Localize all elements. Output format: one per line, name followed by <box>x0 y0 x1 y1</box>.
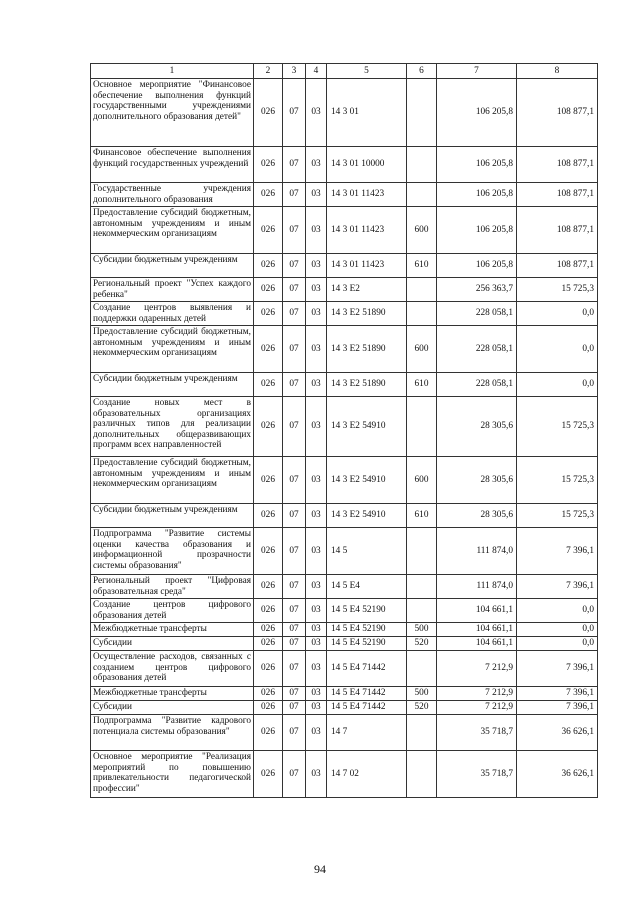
target-article-cell: 14 5 E4 71442 <box>327 687 407 701</box>
expense-type-cell <box>407 599 437 623</box>
amount-year1-cell: 28 305,6 <box>437 457 517 504</box>
subsection-code-cell: 03 <box>306 326 327 373</box>
table-row <box>91 278 598 302</box>
expense-type-cell <box>407 397 437 457</box>
subsection-code-cell: 03 <box>306 575 327 599</box>
row-name-cell: Государственные учреждения дополнительного образования <box>91 183 254 207</box>
row-name-cell: Региональный проект "Успех каждого ребенка" <box>91 278 254 302</box>
section-code-cell: 07 <box>283 207 306 254</box>
table-body <box>91 64 598 798</box>
row-name-cell: Основное мероприятие "Финансовое обеспечение выполнения функций государственными учреждениями дополнительного образования детей" <box>91 79 254 147</box>
header-cell: 1 <box>91 64 254 79</box>
ministry-code-cell: 026 <box>254 147 283 183</box>
section-code-cell: 07 <box>283 278 306 302</box>
expense-type-cell <box>407 751 437 798</box>
table-row <box>91 751 598 798</box>
header-cell: 7 <box>437 64 517 79</box>
section-code-cell: 07 <box>283 397 306 457</box>
table-row <box>91 397 598 457</box>
subsection-code-cell: 03 <box>306 599 327 623</box>
ministry-code-cell: 026 <box>254 504 283 528</box>
section-code-cell: 07 <box>283 183 306 207</box>
amount-year2-cell: 36 626,1 <box>517 751 598 798</box>
section-code-cell: 07 <box>283 254 306 278</box>
amount-year1-cell: 228 058,1 <box>437 373 517 397</box>
expense-type-cell <box>407 302 437 326</box>
table-row <box>91 147 598 183</box>
section-code-cell: 07 <box>283 373 306 397</box>
section-code-cell: 07 <box>283 751 306 798</box>
section-code-cell: 07 <box>283 701 306 715</box>
subsection-code-cell: 03 <box>306 183 327 207</box>
ministry-code-cell: 026 <box>254 278 283 302</box>
expense-type-cell <box>407 575 437 599</box>
expense-type-cell: 600 <box>407 326 437 373</box>
amount-year1-cell: 7 212,9 <box>437 687 517 701</box>
row-name-cell: Субсидии бюджетным учреждениям <box>91 504 254 528</box>
table-row <box>91 687 598 701</box>
table-row <box>91 373 598 397</box>
target-article-cell: 14 3 E2 54910 <box>327 397 407 457</box>
amount-year1-cell: 7 212,9 <box>437 651 517 687</box>
table-row <box>91 575 598 599</box>
header-cell: 4 <box>306 64 327 79</box>
table-row <box>91 457 598 504</box>
row-name-cell: Создание новых мест в образовательных организациях различных типов для реализации дополнительных общеразвивающих программ всех направленностей <box>91 397 254 457</box>
subsection-code-cell: 03 <box>306 623 327 637</box>
section-code-cell: 07 <box>283 599 306 623</box>
header-cell: 3 <box>283 64 306 79</box>
subsection-code-cell: 03 <box>306 528 327 575</box>
table-row <box>91 207 598 254</box>
subsection-code-cell: 03 <box>306 79 327 147</box>
amount-year1-cell: 104 661,1 <box>437 637 517 651</box>
ministry-code-cell: 026 <box>254 715 283 751</box>
target-article-cell: 14 5 E4 71442 <box>327 701 407 715</box>
amount-year2-cell: 7 396,1 <box>517 701 598 715</box>
expense-type-cell <box>407 528 437 575</box>
ministry-code-cell: 026 <box>254 373 283 397</box>
amount-year2-cell: 108 877,1 <box>517 207 598 254</box>
ministry-code-cell: 026 <box>254 397 283 457</box>
section-code-cell: 07 <box>283 575 306 599</box>
section-code-cell: 07 <box>283 623 306 637</box>
table-row <box>91 302 598 326</box>
subsection-code-cell: 03 <box>306 373 327 397</box>
target-article-cell: 14 3 E2 51890 <box>327 373 407 397</box>
section-code-cell: 07 <box>283 637 306 651</box>
amount-year1-cell: 106 205,8 <box>437 147 517 183</box>
ministry-code-cell: 026 <box>254 651 283 687</box>
amount-year1-cell: 256 363,7 <box>437 278 517 302</box>
expense-type-cell: 600 <box>407 207 437 254</box>
target-article-cell: 14 3 E2 54910 <box>327 504 407 528</box>
ministry-code-cell: 026 <box>254 457 283 504</box>
section-code-cell: 07 <box>283 715 306 751</box>
page-number: 94 <box>314 862 326 876</box>
section-code-cell: 07 <box>283 147 306 183</box>
subsection-code-cell: 03 <box>306 147 327 183</box>
table-row <box>91 701 598 715</box>
amount-year2-cell: 108 877,1 <box>517 254 598 278</box>
amount-year2-cell: 15 725,3 <box>517 504 598 528</box>
target-article-cell: 14 5 E4 52190 <box>327 599 407 623</box>
expense-type-cell: 500 <box>407 687 437 701</box>
section-code-cell: 07 <box>283 687 306 701</box>
expense-type-cell: 610 <box>407 504 437 528</box>
ministry-code-cell: 026 <box>254 528 283 575</box>
row-name-cell: Субсидии <box>91 637 254 651</box>
row-name-cell: Создание центров выявления и поддержки одаренных детей <box>91 302 254 326</box>
amount-year2-cell: 0,0 <box>517 637 598 651</box>
row-name-cell: Межбюджетные трансферты <box>91 687 254 701</box>
expense-type-cell <box>407 278 437 302</box>
target-article-cell: 14 3 E2 54910 <box>327 457 407 504</box>
ministry-code-cell: 026 <box>254 326 283 373</box>
ministry-code-cell: 026 <box>254 637 283 651</box>
target-article-cell: 14 3 E2 <box>327 278 407 302</box>
section-code-cell: 07 <box>283 528 306 575</box>
subsection-code-cell: 03 <box>306 207 327 254</box>
expense-type-cell <box>407 715 437 751</box>
target-article-cell: 14 3 E2 51890 <box>327 326 407 373</box>
target-article-cell: 14 3 E2 51890 <box>327 302 407 326</box>
row-name-cell: Создание центров цифрового образования детей <box>91 599 254 623</box>
amount-year2-cell: 7 396,1 <box>517 651 598 687</box>
amount-year1-cell: 106 205,8 <box>437 254 517 278</box>
row-name-cell: Осуществление расходов, связанных с созданием центров цифрового образования детей <box>91 651 254 687</box>
target-article-cell: 14 5 <box>327 528 407 575</box>
expense-type-cell <box>407 147 437 183</box>
amount-year1-cell: 111 874,0 <box>437 575 517 599</box>
amount-year2-cell: 0,0 <box>517 599 598 623</box>
expense-type-cell <box>407 651 437 687</box>
target-article-cell: 14 3 01 10000 <box>327 147 407 183</box>
header-cell: 2 <box>254 64 283 79</box>
row-name-cell: Подпрограмма "Развитие кадрового потенциала системы образования" <box>91 715 254 751</box>
subsection-code-cell: 03 <box>306 504 327 528</box>
section-code-cell: 07 <box>283 651 306 687</box>
row-name-cell: Основное мероприятие "Реализация мероприятий по повышению привлекательности педагогической профессии" <box>91 751 254 798</box>
row-name-cell: Региональный проект "Цифровая образовательная среда" <box>91 575 254 599</box>
amount-year1-cell: 28 305,6 <box>437 397 517 457</box>
expense-type-cell: 520 <box>407 701 437 715</box>
amount-year1-cell: 106 205,8 <box>437 207 517 254</box>
subsection-code-cell: 03 <box>306 651 327 687</box>
expense-type-cell: 600 <box>407 457 437 504</box>
table-row <box>91 599 598 623</box>
table-row <box>91 254 598 278</box>
row-name-cell: Подпрограмма "Развитие системы оценки качества образования и информационной прозрачности системы образования" <box>91 528 254 575</box>
amount-year2-cell: 15 725,3 <box>517 397 598 457</box>
amount-year1-cell: 104 661,1 <box>437 623 517 637</box>
amount-year1-cell: 28 305,6 <box>437 504 517 528</box>
ministry-code-cell: 026 <box>254 751 283 798</box>
amount-year1-cell: 35 718,7 <box>437 751 517 798</box>
target-article-cell: 14 5 E4 <box>327 575 407 599</box>
ministry-code-cell: 026 <box>254 79 283 147</box>
amount-year2-cell: 15 725,3 <box>517 457 598 504</box>
expense-type-cell: 610 <box>407 373 437 397</box>
subsection-code-cell: 03 <box>306 715 327 751</box>
amount-year2-cell: 36 626,1 <box>517 715 598 751</box>
section-code-cell: 07 <box>283 457 306 504</box>
row-name-cell: Финансовое обеспечение выполнения функций государственных учреждений <box>91 147 254 183</box>
ministry-code-cell: 026 <box>254 599 283 623</box>
target-article-cell: 14 3 01 11423 <box>327 254 407 278</box>
amount-year1-cell: 7 212,9 <box>437 701 517 715</box>
header-cell: 5 <box>327 64 407 79</box>
amount-year2-cell: 0,0 <box>517 302 598 326</box>
subsection-code-cell: 03 <box>306 302 327 326</box>
ministry-code-cell: 026 <box>254 254 283 278</box>
row-name-cell: Субсидии бюджетным учреждениям <box>91 373 254 397</box>
subsection-code-cell: 03 <box>306 397 327 457</box>
ministry-code-cell: 026 <box>254 701 283 715</box>
amount-year2-cell: 7 396,1 <box>517 575 598 599</box>
expense-type-cell: 610 <box>407 254 437 278</box>
subsection-code-cell: 03 <box>306 254 327 278</box>
ministry-code-cell: 026 <box>254 302 283 326</box>
row-name-cell: Предоставление субсидий бюджетным, автономным учреждениям и иным некоммерческим организациям <box>91 457 254 504</box>
target-article-cell: 14 3 01 <box>327 79 407 147</box>
amount-year2-cell: 15 725,3 <box>517 278 598 302</box>
amount-year2-cell: 108 877,1 <box>517 183 598 207</box>
amount-year2-cell: 108 877,1 <box>517 147 598 183</box>
table-row <box>91 504 598 528</box>
table-row <box>91 651 598 687</box>
expense-type-cell: 500 <box>407 623 437 637</box>
table-row <box>91 715 598 751</box>
target-article-cell: 14 7 02 <box>327 751 407 798</box>
amount-year2-cell: 0,0 <box>517 623 598 637</box>
amount-year1-cell: 106 205,8 <box>437 79 517 147</box>
expense-type-cell: 520 <box>407 637 437 651</box>
table-row <box>91 326 598 373</box>
subsection-code-cell: 03 <box>306 687 327 701</box>
target-article-cell: 14 3 01 11423 <box>327 183 407 207</box>
amount-year1-cell: 35 718,7 <box>437 715 517 751</box>
table-row <box>91 79 598 147</box>
target-article-cell: 14 3 01 11423 <box>327 207 407 254</box>
subsection-code-cell: 03 <box>306 751 327 798</box>
amount-year2-cell: 7 396,1 <box>517 687 598 701</box>
table-row <box>91 623 598 637</box>
row-name-cell: Межбюджетные трансферты <box>91 623 254 637</box>
subsection-code-cell: 03 <box>306 278 327 302</box>
section-code-cell: 07 <box>283 79 306 147</box>
amount-year1-cell: 104 661,1 <box>437 599 517 623</box>
ministry-code-cell: 026 <box>254 687 283 701</box>
row-name-cell: Предоставление субсидий бюджетным, автономным учреждениям и иным некоммерческим организациям <box>91 207 254 254</box>
row-name-cell: Предоставление субсидий бюджетным, автономным учреждениям и иным некоммерческим организациям <box>91 326 254 373</box>
amount-year2-cell: 108 877,1 <box>517 79 598 147</box>
row-name-cell: Субсидии бюджетным учреждениям <box>91 254 254 278</box>
section-code-cell: 07 <box>283 302 306 326</box>
target-article-cell: 14 5 E4 52190 <box>327 623 407 637</box>
subsection-code-cell: 03 <box>306 457 327 504</box>
budget-table <box>90 63 598 798</box>
table-row <box>91 528 598 575</box>
subsection-code-cell: 03 <box>306 637 327 651</box>
amount-year2-cell: 0,0 <box>517 373 598 397</box>
row-name-cell: Субсидии <box>91 701 254 715</box>
table-row <box>91 183 598 207</box>
amount-year1-cell: 228 058,1 <box>437 302 517 326</box>
target-article-cell: 14 5 E4 52190 <box>327 637 407 651</box>
ministry-code-cell: 026 <box>254 183 283 207</box>
target-article-cell: 14 5 E4 71442 <box>327 651 407 687</box>
ministry-code-cell: 026 <box>254 623 283 637</box>
amount-year2-cell: 0,0 <box>517 326 598 373</box>
amount-year1-cell: 111 874,0 <box>437 528 517 575</box>
header-row <box>91 64 598 79</box>
header-cell: 6 <box>407 64 437 79</box>
target-article-cell: 14 7 <box>327 715 407 751</box>
section-code-cell: 07 <box>283 504 306 528</box>
amount-year1-cell: 228 058,1 <box>437 326 517 373</box>
expense-type-cell <box>407 183 437 207</box>
amount-year1-cell: 106 205,8 <box>437 183 517 207</box>
table-row <box>91 637 598 651</box>
subsection-code-cell: 03 <box>306 701 327 715</box>
header-cell: 8 <box>517 64 598 79</box>
section-code-cell: 07 <box>283 326 306 373</box>
amount-year2-cell: 7 396,1 <box>517 528 598 575</box>
expense-type-cell <box>407 79 437 147</box>
ministry-code-cell: 026 <box>254 575 283 599</box>
ministry-code-cell: 026 <box>254 207 283 254</box>
